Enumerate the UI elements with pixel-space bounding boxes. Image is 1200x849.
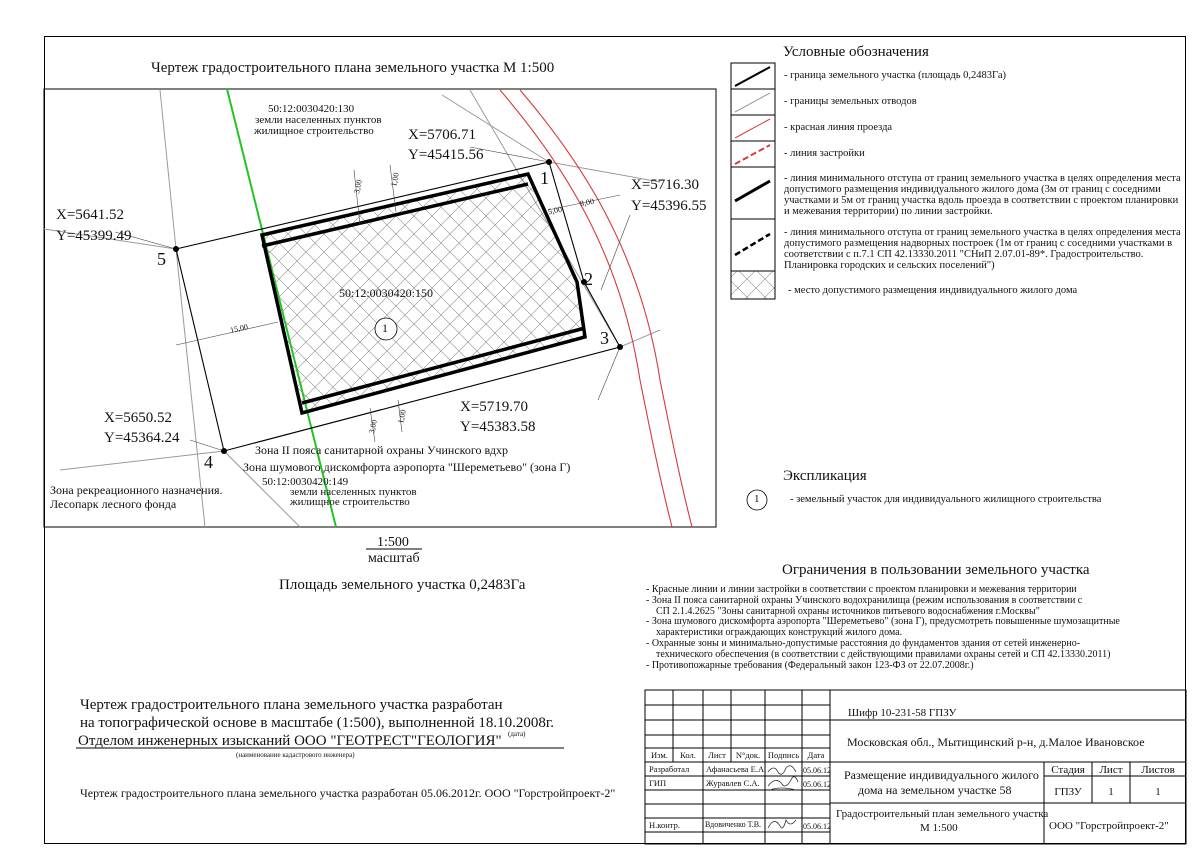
basis-developed: Чертеж градостроительного плана земельного участка разработан 05.06.2012г. ООО "Горстройпроект-2" — [80, 786, 616, 800]
stamp-object-line1: Размещение индивидуального жилого — [844, 768, 1039, 782]
stamp-code: Шифр 10-231-58 ГПЗУ — [848, 707, 957, 719]
point-1-x: X=5706.71 — [408, 127, 477, 143]
point-4-label: 4 — [204, 452, 213, 472]
stamp-header-izm: Изм. — [651, 750, 668, 760]
stamp-location: Московская обл., Мытищинский р-н, д.Малое Ивановское — [847, 735, 1145, 749]
point-2-label: 2 — [584, 269, 593, 289]
dim-5-00: 5,00 — [547, 204, 563, 217]
stamp-header-sign: Подпись — [767, 750, 800, 760]
stamp-sheet-value: 1 — [1108, 786, 1114, 798]
restrictions-title: Ограничения в пользовании земельного участка — [782, 562, 1090, 578]
stamp-doc-line1: Градостроительный план земельного участка — [836, 808, 1049, 820]
stamp-role-control: Н.контр. — [649, 820, 680, 830]
point-5-y: Y=45399.49 — [56, 228, 132, 244]
basis-line-1: Чертеж градостроительного плана земельного участка разработан — [80, 697, 503, 713]
explication-text: - земельный участок для индивидуального жилищного строительства — [790, 494, 1102, 505]
dim-1-00-top: 1,00 — [389, 171, 401, 188]
point-5-label: 5 — [157, 249, 166, 269]
stamp-date-developer: 05.06.12 — [803, 766, 831, 775]
dim-1-00-bottom: 1,00 — [396, 408, 408, 425]
point-3-x: X=5719.70 — [460, 399, 529, 415]
stamp-role-developer: Разработал — [649, 764, 690, 774]
drawing-title: Чертеж градостроительного плана земельного участка М 1:500 — [151, 60, 555, 76]
stamp-stage-value: ГПЗУ — [1054, 786, 1082, 798]
south-parcel-line2: жилищное строительство — [290, 496, 410, 508]
explication-circle-label: 1 — [754, 493, 760, 505]
signatures — [768, 766, 798, 828]
dim-15-00: 15,00 — [229, 322, 249, 335]
dim-3-00-top: 3,00 — [352, 178, 364, 195]
stamp-role-gip: ГИП — [649, 778, 667, 788]
zone-recreation-1: Зона рекреационного назначения. — [50, 483, 223, 497]
point-2-y: Y=45396.55 — [631, 198, 707, 214]
area-text: Площадь земельного участка 0,2483Га — [279, 577, 526, 593]
stamp-header-kol: Кол. — [680, 750, 696, 760]
stamp-sheets-label: Листов — [1141, 764, 1175, 776]
south-parcel-line1: земли населенных пунктов — [290, 486, 417, 498]
basis-line-3: Отделом инженерных изысканий ООО "ГЕОТРЕСТ"ГЕОЛОГИЯ" — [78, 733, 502, 749]
point-5-x: X=5641.52 — [56, 207, 125, 223]
stamp-date-gip: 05.06.12 — [803, 780, 831, 789]
point-4-x: X=5650.52 — [104, 410, 173, 426]
stamp-name-gip: Журавлев С.А. — [706, 778, 760, 788]
scale-label: масштаб — [368, 551, 420, 566]
point-4-y: Y=45364.24 — [104, 430, 180, 446]
basis-org-hint: (наименование кадастрового инженера) — [236, 751, 355, 759]
stamp-sheets-value: 1 — [1155, 786, 1161, 798]
stamp-doc-line2: М 1:500 — [920, 822, 958, 834]
point-3-label: 3 — [600, 328, 609, 348]
parcel-circle-label: 1 — [382, 321, 388, 335]
basis-date-hint: (дата) — [508, 730, 526, 738]
north-parcel-number: 50:12:0030420:130 — [268, 103, 355, 115]
south-parcel-number: 50:12:0030420:149 — [262, 476, 349, 488]
zone-water: Зона II пояса санитарной охраны Учинского вдхр — [255, 443, 508, 457]
point-1-label: 1 — [540, 168, 549, 188]
dim-8-00: 8,00 — [579, 196, 595, 209]
stamp-stage-label: Стадия — [1051, 764, 1085, 776]
legend-title: Условные обозначения — [783, 44, 929, 60]
dim-3-00-bottom: 3,00 — [367, 418, 379, 435]
restrictions-list: - Красные линии и линии застройки в соответствии с проектом планировки и межевания территории - Зона II пояса санитарной охраны Учинского водохранилища (режим использования в соответствии с СП 2.1.4.2625 "Зоны санитарной охраны источников питьевого водоснабжения г.Москвы" - Зона шумового дискомфорта аэропорта "Шереметьево" (зона Г), предусмотреть повышенные шумозащитные характеристики ограждающих конструкций жилого дома. - Охранные зоны и минимально-допустимые расстояния до фундаментов здания от сетей инженерно- технического обеспечения (в соответствии с действующими правилами охраны сетей и СП 42.13330.2011) - Противопожарные требования (Федеральный закон 123-ФЗ от 22.07.2008г.) — [646, 584, 1120, 671]
zone-noise: Зона шумового дискомфорта аэропорта "Шереметьево" (зона Г) — [243, 460, 571, 474]
north-parcel-line2: жилищное строительство — [254, 125, 374, 137]
stamp-name-control: Вдовиченко Т.В. — [705, 820, 762, 829]
stamp-sheet-label: Лист — [1099, 764, 1123, 776]
north-parcel-line1: земли населенных пунктов — [255, 114, 382, 126]
basis-line-2: на топографической основе в масштабе (1:500), выполненной 18.10.2008г. — [80, 715, 555, 731]
scale-value: 1:500 — [377, 535, 409, 550]
stamp-date-control: 05.06.12 — [803, 822, 831, 831]
stamp-object-line2: дома на земельном участке 58 — [858, 783, 1012, 797]
stamp-name-developer: Афанасьева Е.А. — [706, 764, 767, 774]
main-parcel-number: 50:12:0030420:150 — [339, 286, 434, 300]
stamp-header-date: Дата — [807, 750, 825, 760]
explication-title: Экспликация — [783, 468, 867, 484]
stamp-org: ООО "Горстройпроект-2" — [1049, 820, 1169, 832]
stamp-header-list: Лист — [708, 750, 726, 760]
point-1-y: Y=45415.56 — [408, 147, 484, 163]
point-3-y: Y=45383.58 — [460, 419, 536, 435]
zone-recreation-2: Лесопарк лесного фонда — [50, 497, 177, 511]
point-2-x: X=5716.30 — [631, 177, 700, 193]
stamp-header-doc: N°док. — [735, 750, 761, 760]
